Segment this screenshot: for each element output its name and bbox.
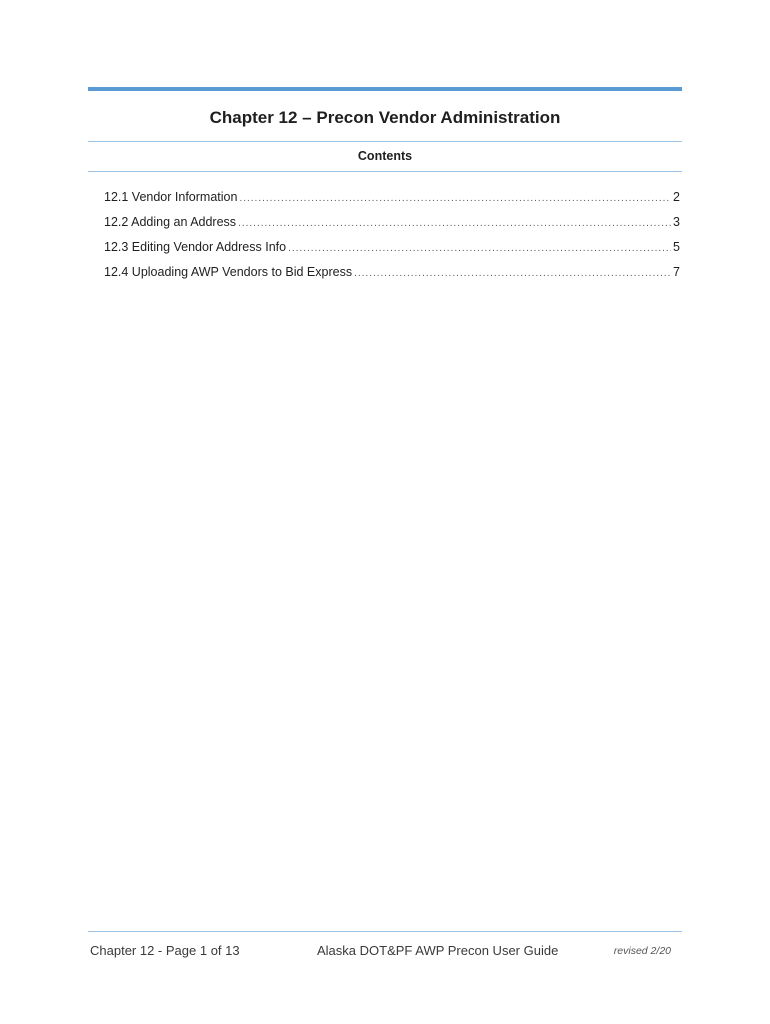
toc-page-number: 7 — [673, 265, 680, 279]
chapter-title: Chapter 12 – Precon Vendor Administration — [209, 108, 561, 127]
toc-entry-editing-vendor-address[interactable] — [104, 240, 680, 265]
header-accent-rule — [88, 87, 682, 91]
toc-page-number: 2 — [673, 190, 680, 204]
toc-dot-leader — [238, 215, 671, 229]
toc-entry-label: 12.3 Editing Vendor Address Info — [104, 240, 287, 254]
toc-dot-leader — [239, 190, 671, 204]
contents-top-rule — [88, 141, 682, 142]
footer-guide-title: Alaska DOT&PF AWP Precon User Guide — [317, 943, 559, 958]
contents-heading: Contents — [357, 149, 413, 163]
toc-entry-adding-address[interactable] — [104, 215, 680, 240]
toc-dot-leader — [354, 265, 671, 279]
table-of-contents — [104, 190, 680, 290]
toc-entry-uploading-awp-vendors[interactable] — [104, 265, 680, 290]
footer-revision: revised 2/20 — [613, 945, 671, 957]
toc-dot-leader — [288, 240, 671, 254]
footer-page-info: Chapter 12 - Page 1 of 13 — [90, 943, 240, 958]
toc-entry-label: 12.4 Uploading AWP Vendors to Bid Express — [104, 265, 353, 279]
toc-entry-vendor-information[interactable] — [104, 190, 680, 215]
toc-entry-label: 12.1 Vendor Information — [104, 190, 238, 204]
contents-bottom-rule — [88, 171, 682, 172]
page-footer — [90, 943, 680, 963]
footer-rule — [88, 931, 682, 932]
toc-page-number: 5 — [673, 240, 680, 254]
toc-entry-label: 12.2 Adding an Address — [104, 215, 237, 229]
toc-page-number: 3 — [673, 215, 680, 229]
